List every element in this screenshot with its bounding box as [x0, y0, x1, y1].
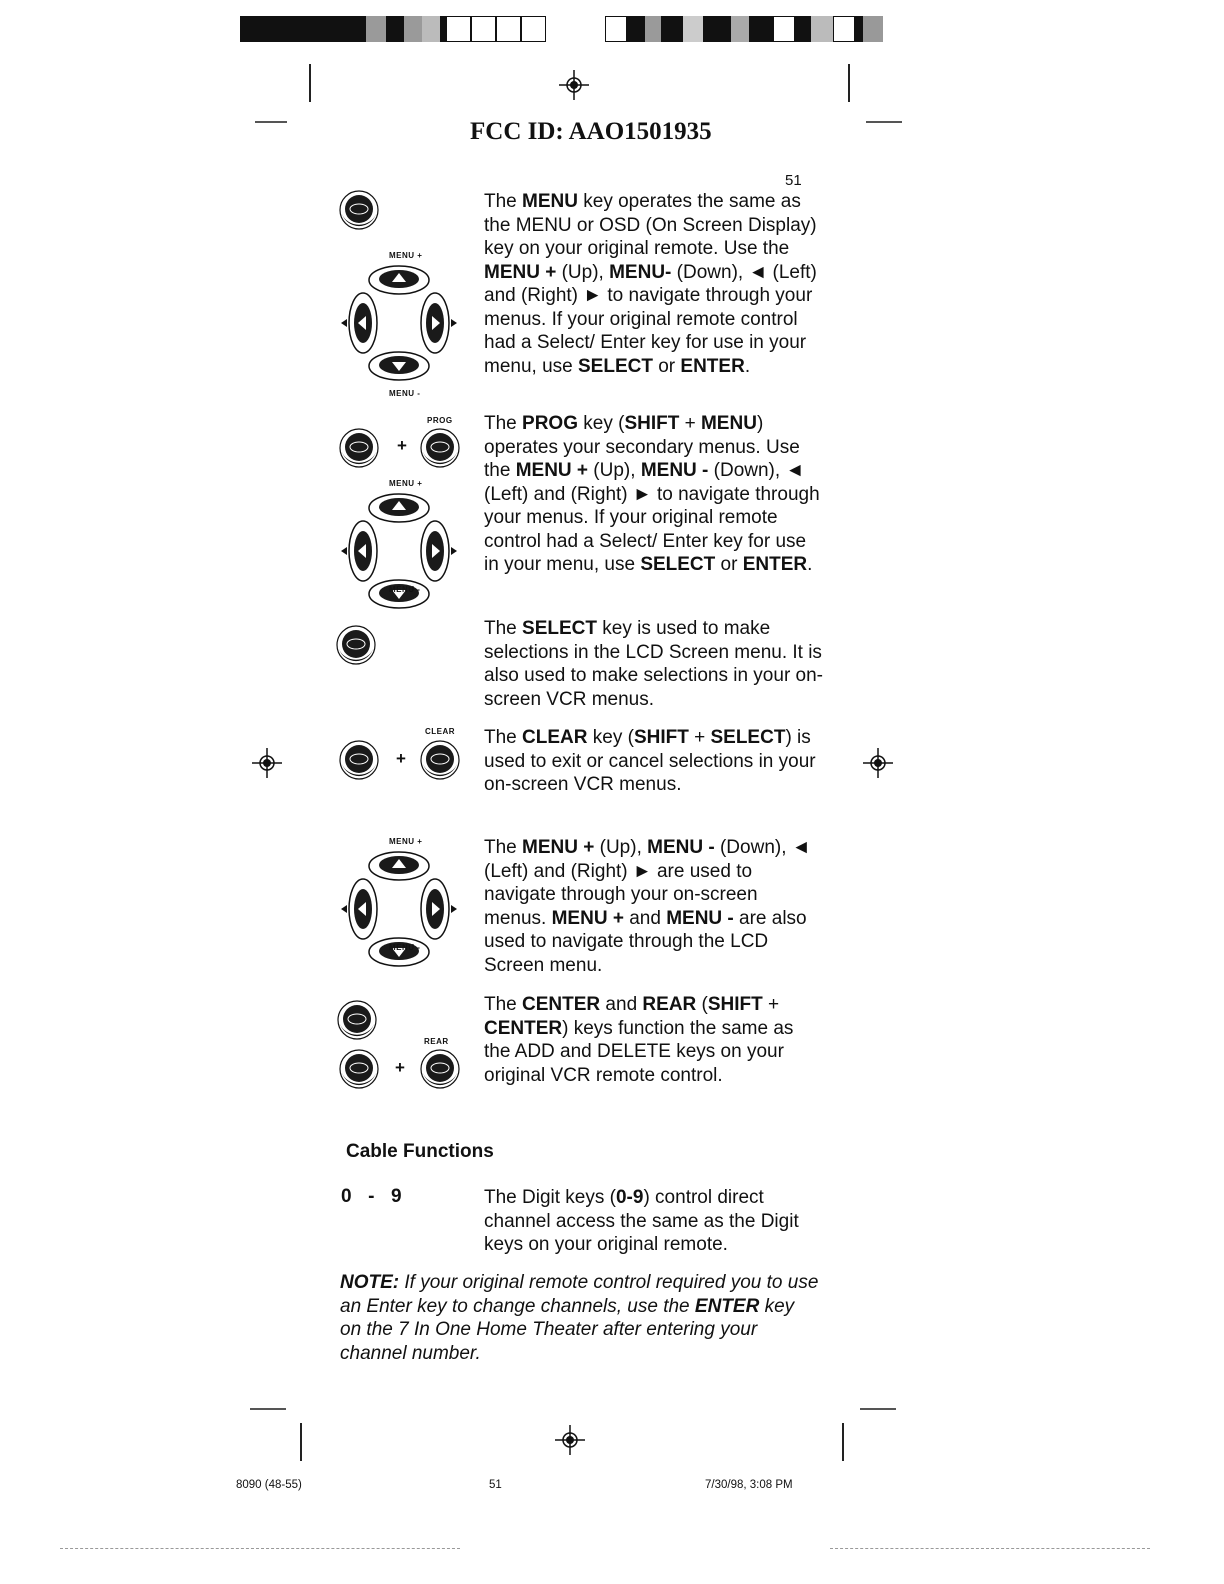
select-description: The SELECT key is used to make selections in the LCD Screen menu. It is also used to make selections in your on-screen VCR menus. — [484, 618, 824, 710]
rear-label: REAR — [424, 1037, 449, 1046]
menu-description: The MENU key operates the same as the MENU or OSD (On Screen Display) key on your original remote. Use the MENU + (Up), MENU- (Down), ◄ (Left) and (Right) ► to navigate through your menus. If your original remote control had a Select/ Enter key for use in your menu, use SELECT or ENTER. — [484, 191, 817, 377]
dpad-icon — [339, 258, 459, 388]
bold-term: SHIFT — [707, 994, 763, 1015]
shift-key-icon — [339, 740, 379, 780]
plus-sign: + — [397, 436, 407, 455]
shift-key-icon — [339, 428, 379, 468]
bold-term: MENU — [700, 413, 757, 434]
menu-minus-label: MENU - — [389, 389, 421, 398]
bold-term: SELECT — [522, 618, 597, 639]
bold-term: MENU- — [609, 261, 672, 283]
bold-term: SELECT — [578, 355, 653, 377]
crop-mark — [860, 1408, 896, 1410]
plus-sign: + — [396, 749, 406, 768]
scan-noise-line — [60, 1548, 460, 1551]
menu-minus-label: MENU - — [389, 943, 421, 952]
bold-term: SELECT — [640, 554, 716, 575]
fcc-id-heading: FCC ID: AAO1501935 — [470, 118, 712, 145]
bold-term: MENU - — [647, 837, 715, 858]
registration-target-icon — [559, 70, 589, 100]
center-rear-description: The CENTER and REAR (SHIFT + CENTER) keys function the same as the ADD and DELETE keys on your original VCR remote control. — [484, 994, 794, 1086]
dpad-icon — [339, 486, 459, 616]
shift-key-icon — [339, 1049, 379, 1089]
bold-term: MENU + — [484, 261, 557, 283]
digit-keys-description: The Digit keys (0-9) control direct channel access the same as the Digit keys on your original remote. — [484, 1187, 799, 1255]
footer-timestamp: 7/30/98, 3:08 PM — [705, 1479, 793, 1491]
bold-term: ENTER — [680, 355, 745, 377]
bold-term: SHIFT — [633, 727, 689, 748]
footer-doc-id: 8090 (48-55) — [236, 1479, 302, 1491]
scan-noise-line — [830, 1548, 1150, 1551]
bold-term: 0-9 — [615, 1187, 644, 1208]
bold-term: MENU + — [551, 907, 624, 929]
select-key-icon — [420, 740, 460, 780]
dpad-icon — [339, 844, 459, 974]
cable-functions-heading: Cable Functions — [346, 1141, 494, 1162]
bold-term: ENTER — [742, 554, 808, 575]
page-number: 51 — [785, 172, 802, 189]
bold-term: MENU + — [522, 837, 595, 858]
menu-key-icon — [339, 190, 379, 230]
crop-mark — [842, 1423, 844, 1461]
clear-label: CLEAR — [425, 727, 456, 736]
menu-minus-label: MENU - — [389, 585, 421, 594]
menu-key-icon — [420, 428, 460, 468]
bold-term: MENU - — [666, 907, 734, 929]
clear-description: The CLEAR key (SHIFT + SELECT) is used to exit or cancel selections in your on-screen VCR menus. — [484, 727, 816, 795]
bold-term: SELECT — [710, 727, 786, 748]
center-key-icon — [337, 1000, 377, 1040]
bold-term: ENTER — [694, 1295, 760, 1317]
navigation-description: The MENU + (Up), MENU - (Down), ◄ (Left) and (Right) ► are used to navigate through your on-screen menus. MENU + and MENU - are also used to navigate through the LCD Screen menu. — [484, 837, 811, 976]
digit-keys-label: 0 - 9 — [341, 1186, 404, 1207]
menu-plus-label: MENU + — [389, 251, 423, 260]
crop-mark — [866, 121, 902, 123]
note-paragraph: NOTE: If your original remote control required you to use an Enter key to change channels, use the ENTER key on the 7 In One Home Theater after entering your channel number. — [340, 1272, 819, 1364]
registration-bar-right — [605, 16, 913, 42]
registration-target-icon — [555, 1425, 585, 1455]
prog-description: The PROG key (SHIFT + MENU) operates your secondary menus. Use the MENU + (Up), MENU - (Down), ◄ (Left) and (Right) ► to navigate through your menus. If your original remote control had a Select/ Enter key for use in your menu, use SELECT or ENTER. — [484, 413, 820, 575]
bold-term: MENU - — [640, 460, 709, 481]
crop-mark — [848, 64, 850, 102]
bold-term: NOTE: — [340, 1272, 400, 1293]
bold-term: CLEAR — [522, 727, 588, 748]
crop-mark — [255, 121, 287, 123]
crop-mark — [250, 1408, 286, 1410]
plus-sign: + — [395, 1058, 405, 1077]
bold-term: MENU + — [515, 460, 589, 481]
bold-term: MENU — [522, 191, 578, 212]
crop-mark — [309, 64, 311, 102]
bold-term: CENTER — [484, 1017, 563, 1039]
select-key-icon — [336, 625, 376, 665]
center-key-icon — [420, 1049, 460, 1089]
registration-target-icon — [252, 748, 282, 778]
bold-term: REAR — [642, 994, 697, 1015]
bold-term: CENTER — [522, 994, 601, 1015]
menu-plus-label: MENU + — [389, 837, 423, 846]
menu-plus-label: MENU + — [389, 479, 423, 488]
crop-mark — [300, 1423, 302, 1461]
registration-target-icon — [863, 748, 893, 778]
bold-term: PROG — [522, 413, 578, 434]
bold-term: SHIFT — [624, 413, 680, 434]
prog-label: PROG — [427, 416, 453, 425]
footer-page-number: 51 — [489, 1479, 502, 1491]
registration-bar-left — [240, 16, 546, 42]
